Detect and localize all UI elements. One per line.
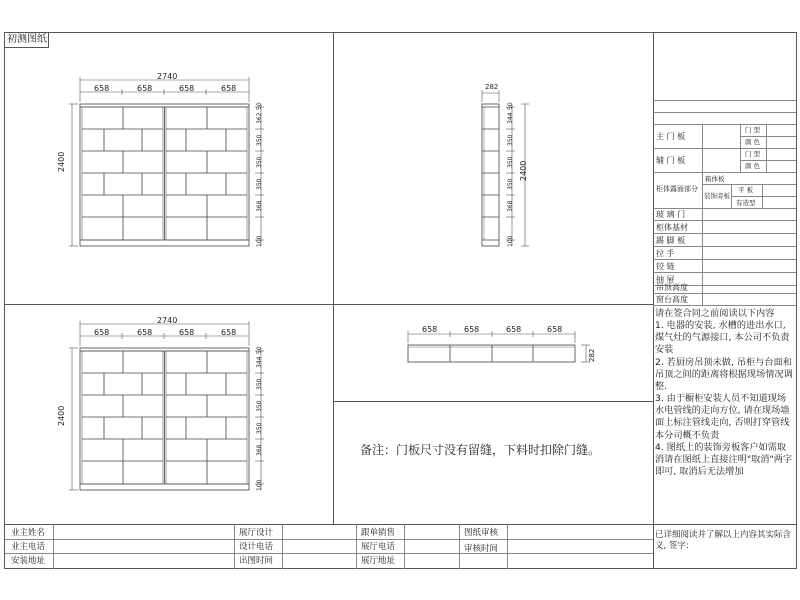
footer-drawing-time: 出图时间 bbox=[239, 556, 274, 566]
plan-segment: 658 bbox=[547, 325, 563, 334]
right-dim: 350 bbox=[256, 134, 263, 146]
footer-design-phone: 设计电话 bbox=[239, 542, 274, 552]
width-segment: 658 bbox=[179, 84, 195, 93]
spec-frame-panel: 箱体板 bbox=[705, 175, 725, 183]
plan-depth: 282 bbox=[588, 348, 596, 362]
right-dim: 350 bbox=[256, 400, 263, 412]
side-depth: 282 bbox=[485, 83, 499, 91]
width-segment: 658 bbox=[137, 328, 153, 337]
spec-drawer: 抽 屉 bbox=[656, 275, 675, 284]
footer-drawing-review: 图纸审核 bbox=[464, 528, 499, 538]
width-segment: 658 bbox=[94, 84, 110, 93]
right-dim: 350 bbox=[256, 422, 263, 434]
spec-handle: 拉 手 bbox=[656, 249, 675, 258]
overall-width: 2740 bbox=[157, 72, 178, 81]
right-dim: 368 bbox=[256, 200, 263, 212]
plan-segment: 658 bbox=[506, 325, 522, 334]
height-dim: 2400 bbox=[57, 151, 66, 172]
width-segment: 658 bbox=[221, 328, 237, 337]
width-segment: 658 bbox=[221, 84, 237, 93]
footer-owner-name: 业主姓名 bbox=[11, 528, 46, 538]
right-dim: 368 bbox=[507, 200, 514, 212]
right-dim: 50 bbox=[507, 102, 514, 110]
footer-showroom-phone: 展厅电话 bbox=[361, 542, 396, 552]
spec-door-type: 门 型 bbox=[745, 126, 761, 134]
width-segment: 658 bbox=[94, 328, 110, 337]
spec-color: 颜 色 bbox=[745, 138, 761, 146]
right-dim: 350 bbox=[507, 178, 514, 190]
spec-body-material: 柜体基材 bbox=[656, 223, 688, 232]
right-dim: 350 bbox=[256, 378, 263, 390]
plan-segment: 658 bbox=[422, 325, 438, 334]
footer-install-address: 安装地址 bbox=[11, 556, 46, 566]
footer-owner-phone: 业主电话 bbox=[11, 542, 46, 552]
spec-kick-board: 踢 脚 板 bbox=[656, 236, 686, 245]
notes-heading: 请在签合同之前阅读以下内容 bbox=[655, 308, 775, 319]
right-dim: 350 bbox=[507, 156, 514, 168]
spec-glass-door: 玻 璃 门 bbox=[656, 210, 686, 219]
height-dim: 2400 bbox=[57, 405, 66, 426]
right-dim: 368 bbox=[256, 444, 263, 456]
right-dim: 100 bbox=[256, 235, 263, 247]
spec-shaped: 有造型 bbox=[736, 199, 756, 207]
right-dim: 344 bbox=[507, 112, 514, 124]
spec-exposed: 柜体露面部分 bbox=[656, 185, 698, 193]
right-dim: 50 bbox=[256, 102, 263, 110]
confirm-signature: 已详细阅读并了解以上内容其实际含义, 签字: bbox=[655, 530, 792, 551]
right-dim: 50 bbox=[256, 346, 263, 354]
footer-sales: 跟单销售 bbox=[361, 528, 396, 538]
right-dim: 350 bbox=[256, 178, 263, 190]
spec-main-door: 主 门 板 bbox=[656, 132, 686, 141]
overall-width: 2740 bbox=[157, 316, 178, 325]
side-height: 2400 bbox=[519, 160, 528, 181]
spec-hinge: 铰 链 bbox=[656, 262, 675, 271]
note-item: 2. 若厨房吊顶未做, 吊柜与台面和吊顶之间的距离将根据现场情况调整. bbox=[655, 357, 793, 393]
note-item: 1. 电器的安装, 水槽的进出水口, 煤气灶的气源接口, 本公司不负责安装 bbox=[655, 320, 790, 356]
width-segment: 658 bbox=[137, 84, 153, 93]
spec-decor-side: 装饰旁板 bbox=[704, 192, 730, 200]
spec-aux-door: 辅 门 板 bbox=[656, 156, 686, 165]
drawing-title: 初测图纸 bbox=[7, 34, 47, 45]
right-dim: 350 bbox=[256, 156, 263, 168]
spec-sill-height: 窗台高度 bbox=[656, 295, 688, 304]
width-segment: 658 bbox=[179, 328, 195, 337]
spec-flat: 平 板 bbox=[738, 186, 754, 194]
remark: 备注：门板尺寸没有留缝，下料时扣除门缝。 bbox=[360, 443, 601, 457]
right-dim: 350 bbox=[507, 134, 514, 146]
spec-door-type: 门 型 bbox=[745, 150, 761, 158]
note-item: 4. 图纸上的装饰旁板客户如需取消请在图纸上直接注明"取消"两字即可, 取消后无法增加 bbox=[655, 442, 793, 478]
right-dim: 100 bbox=[507, 235, 514, 247]
note-item: 3. 由于橱柜安装人员不知道现场水电管线的走向方位, 请在现场墙面上标注管线走向, 否则打穿管线本分司概不负责 bbox=[655, 393, 790, 441]
footer-review-time: 审核时间 bbox=[464, 544, 499, 554]
spec-color: 颜 色 bbox=[745, 162, 761, 170]
right-dim: 100 bbox=[256, 479, 263, 491]
right-dim: 362 bbox=[256, 112, 263, 124]
plan-segment: 658 bbox=[464, 325, 480, 334]
right-dim: 344 bbox=[256, 356, 263, 368]
footer-showroom-design: 展厅设计 bbox=[239, 528, 274, 538]
footer-showroom-address: 展厅地址 bbox=[361, 556, 396, 566]
spec-ceiling-height: 吊顶高度 bbox=[656, 283, 688, 292]
